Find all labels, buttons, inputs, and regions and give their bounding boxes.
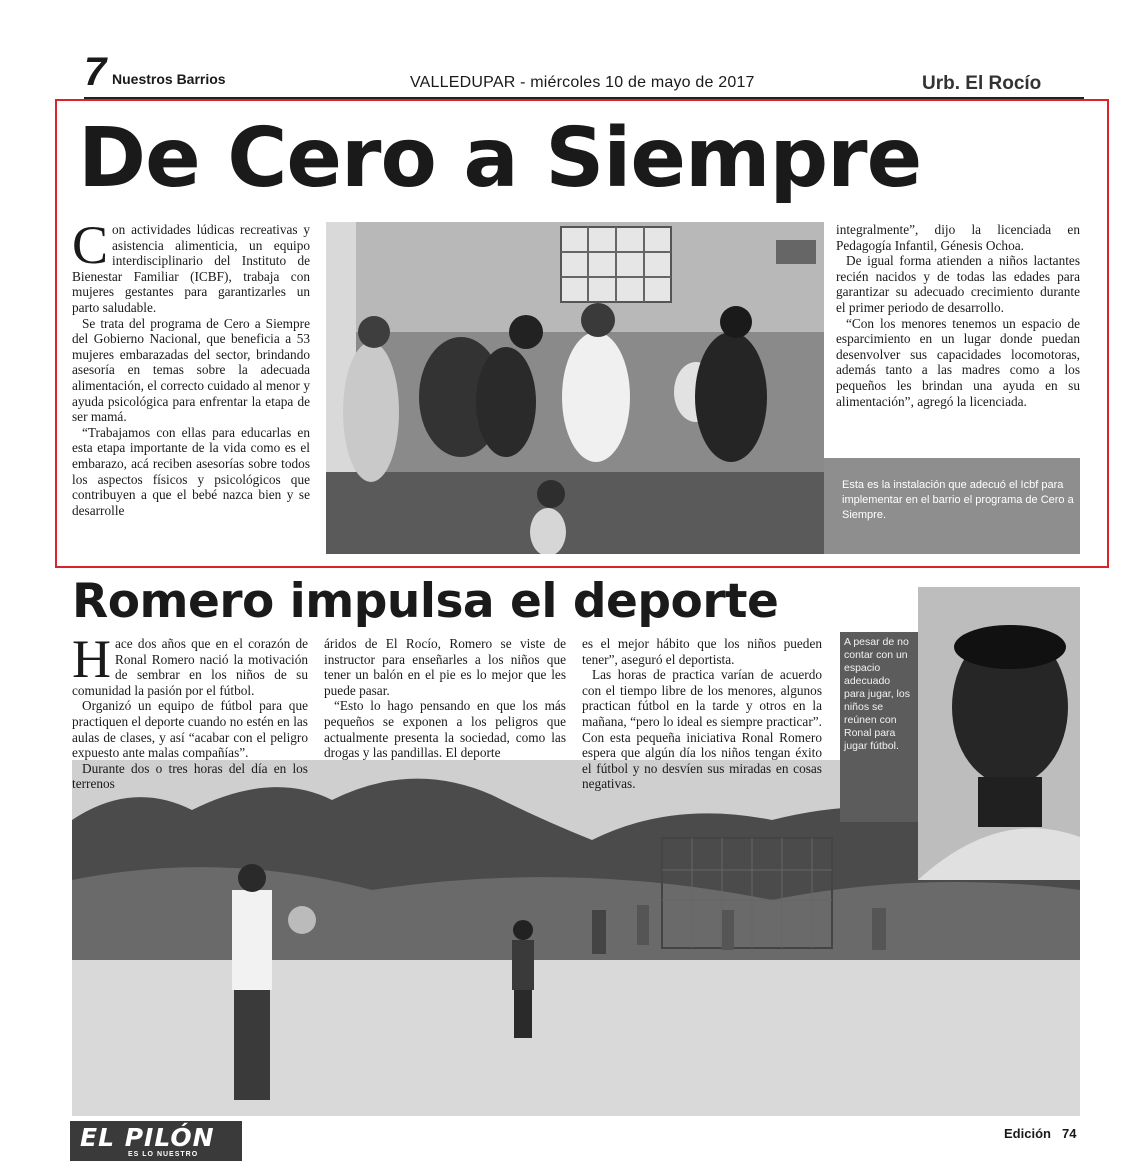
article1-paragraph: “Con los menores tenemos un espacio de esparcimiento en un lugar donde puedan desenvolver sus capacidades locomotoras, además tanto a las madres como a los pequeños les brindan una ayuda en su alimentación”, agregó la licenciada. — [836, 315, 1080, 409]
edition-number: 74 — [1062, 1126, 1077, 1141]
article1-paragraph: De igual forma atienden a niños lactantes recién nacidos y de todas las edades para garantizar su adecuado crecimiento durante el primer periodo de desarrollo. — [836, 253, 1080, 315]
edition-label: Edición — [1004, 1126, 1051, 1141]
article2-portrait-photo — [918, 587, 1080, 880]
logo-tagline: ES LO NUESTRO — [128, 1151, 199, 1158]
article1-photo-caption: Esta es la instalación que adecuó el Icbf para implementar en el barrio el programa de Cero a Siempre. — [824, 458, 1080, 554]
article2-paragraph: es el mejor hábito que los niños pueden tener”, aseguró el deportista. — [582, 636, 822, 667]
article2-portrait-caption: A pesar de no contar con un espacio adecuado para jugar, los niños se reúnen con Ronal para jugar fútbol. — [840, 632, 918, 822]
section-name: Nuestros Barrios — [112, 71, 226, 87]
article2-paragraph: áridos de El Rocío, Romero se viste de instructor para enseñarles a los niños que tener un balón en el pie es lo mejor que les puede pasar. — [324, 636, 566, 698]
article2-headline: Romero impulsa el deporte — [72, 574, 779, 629]
article1-group-photo — [326, 222, 824, 554]
el-pilon-logo — [70, 1121, 242, 1161]
article1-column-2 — [836, 222, 1080, 409]
article2-column-3 — [582, 636, 822, 792]
group-photo-illustration — [326, 222, 824, 554]
article2-paragraph: Organizó un equipo de fútbol para que practiquen el deporte cuando no estén en las aulas de clases, y así “acabar con el peligro expuesto ante malas compañías”. — [72, 698, 308, 761]
article1-paragraph: on actividades lúdicas recreativas y asistencia alimenticia, un equipo interdisciplinario del Instituto de Bienestar Familiar (ICBF), trabaja con mujeres gestantes para garantizarles un parto saludable. — [72, 222, 310, 315]
article2-column-2 — [324, 636, 566, 761]
portrait-illustration — [918, 587, 1080, 880]
article2-paragraph: ace dos años que en el corazón de Ronal Romero nació la motivación de sembrar en los niños de su comunidad la pasión por el fútbol. — [72, 636, 308, 698]
article1-dropcap: C — [72, 215, 109, 275]
dateline: VALLEDUPAR - miércoles 10 de mayo de 2017 — [410, 74, 755, 91]
page-number: 7 — [84, 50, 107, 94]
logo-text: EL PILÓN — [80, 1123, 215, 1152]
article1-headline: De Cero a Siempre — [78, 111, 922, 206]
article1-paragraph: Se trata del programa de Cero a Siempre del Gobierno Nacional, que beneficia a 53 mujeres embarazadas del sector, brindando asesoría en temas sobre la adecuada alimentación, el correcto cuidado al menor y ayuda psicológica para enfrentar la etapa de ser mamá. — [72, 315, 310, 425]
article2-paragraph: “Esto lo hago pensando en que los más pequeños se exponen a los peligros que actualmente presenta la sociedad, como las drogas y las pandillas. El deporte — [324, 698, 566, 761]
article2-paragraph: Durante dos o tres horas del día en los terrenos — [72, 760, 308, 792]
article2-paragraph: Las horas de practica varían de acuerdo con el tiempo libre de los menores, algunos practican fútbol en la tarde y otros en la mañana, “pero lo ideal es siempre practicar”. Con esta pequeña iniciativa Ronal Romero espera que algún día los niños tengan éxito el fútbol y no desvíen sus miradas en cosas negativas. — [582, 667, 822, 792]
article2-dropcap: H — [72, 629, 111, 689]
neighborhood-label: Urb. El Rocío — [922, 73, 1042, 94]
article1-paragraph: “Trabajamos con ellas para educarlas en esta etapa importante de la vida como es el embarazo, acá reciben asesorías sobre todos los aspectos físicos y psicológicos que contribuyen a que el bebé nazca bien y se desarrolle — [72, 424, 310, 518]
article1-paragraph: integralmente”, dijo la licenciada en Pedagogía Infantil, Génesis Ochoa. — [836, 222, 1080, 253]
article1-column-1 — [72, 215, 310, 518]
article2-column-1 — [72, 629, 308, 792]
